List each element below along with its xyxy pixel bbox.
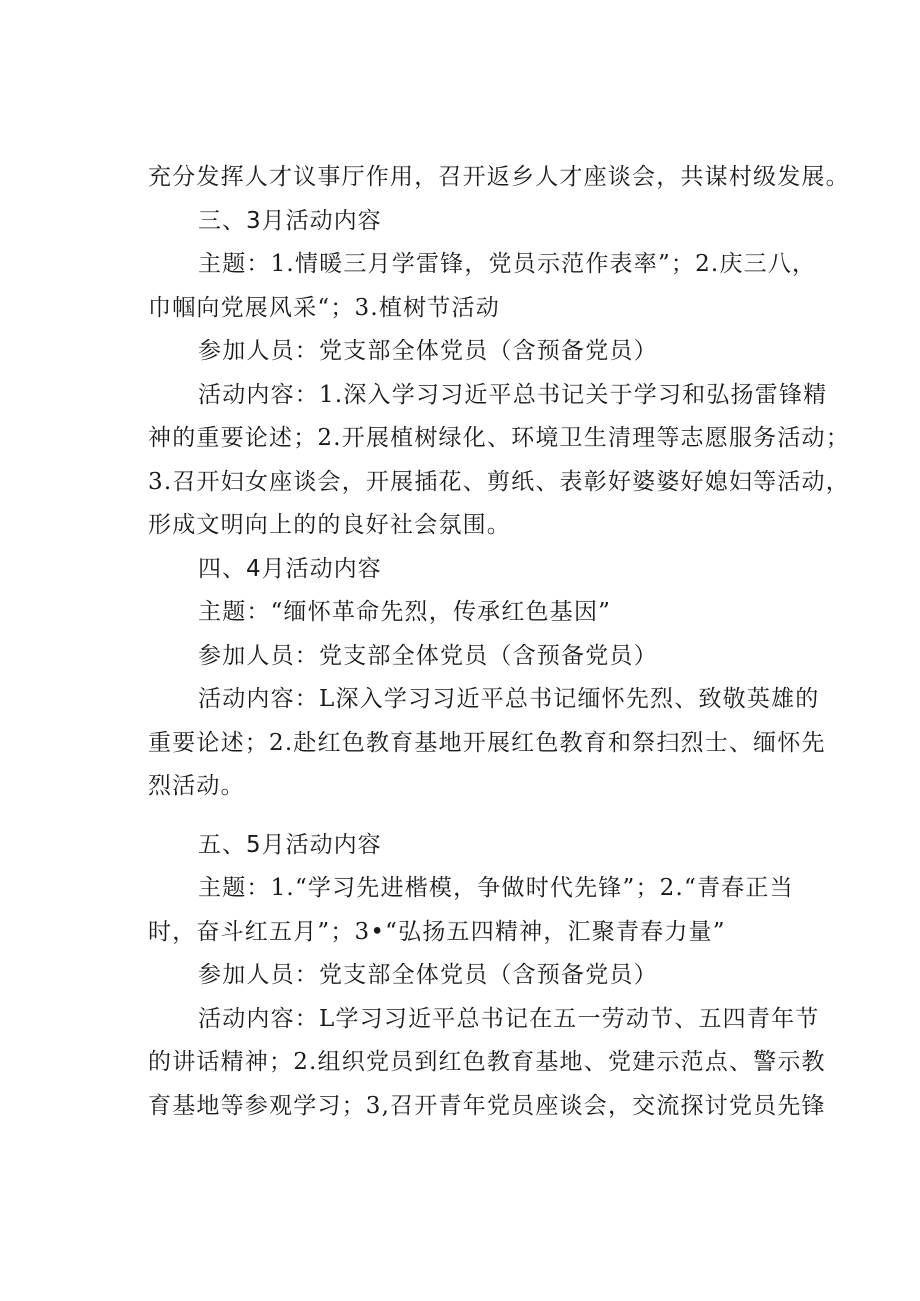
march-theme-line-1: 主题：1.情暖三月学雷锋，党员示范作表率”；2.庆三八， [198,251,817,277]
may-content-line-1: 活动内容：L学习习近平总书记在五一劳动节、五四青年节 [198,1005,820,1032]
april-participants: 参加人员：党支部全体党员（含预备党员） [198,642,658,669]
may-theme-line-1: 主题：1.“学习先进楷模，争做时代先锋”；2.“青春正当 [198,875,794,901]
march-content-line-1: 活动内容：1.深入学习习近平总书记关于学习和弘扬雷锋精 [198,381,828,408]
section-heading-april: 四、4月活动内容 [198,555,382,582]
march-participants: 参加人员：党支部全体党员（含预备党员） [198,338,658,364]
may-content-line-3: 育基地等参观学习；3,召开青年党员座谈会，交流探讨党员先锋 [148,1092,826,1119]
document-page [148,156,850,1128]
april-theme-line-1: 主题：“缅怀革命先烈，传承红色基因” [198,599,612,625]
march-content-line-2: 神的重要论述；2.开展植树绿化、环境卫生清理等志愿服务活动； [148,425,850,451]
march-content-line-4: 形成文明向上的的良好社会氛围。 [148,512,511,538]
march-theme-line-2: 巾帼向党展风采“；3.植树节活动 [148,294,500,321]
section-heading-march: 三、3月活动内容 [198,207,382,234]
april-content-line-3: 烈活动。 [148,773,245,799]
section-gap [148,809,813,824]
intro-paragraph: 充分发挥人才议事厅作用，召开返乡人才座谈会，共谋村级发展。 [148,164,850,190]
april-content-line-1: 活动内容：L深入学习习近平总书记缅怀先烈、致敬英雄的 [198,686,820,712]
section-heading-may: 五、5月活动内容 [198,831,382,858]
march-content-line-3: 3.召开妇女座谈会，开展插花、剪纸、表彰好婆婆好媳妇等活动， [148,468,850,495]
may-content-line-2: 的讲话精神；2.组织党员到红色教育基地、党建示范点、警示教 [148,1049,826,1075]
may-participants: 参加人员：党支部全体党员（含预备党员） [198,962,658,988]
may-theme-line-2: 时，奋斗红五月”；3•“弘扬五四精神，汇聚青春力量” [148,918,726,945]
april-content-line-2: 重要论述；2.赴红色教育基地开展红色教育和祭扫烈士、缅怀先 [148,729,826,756]
